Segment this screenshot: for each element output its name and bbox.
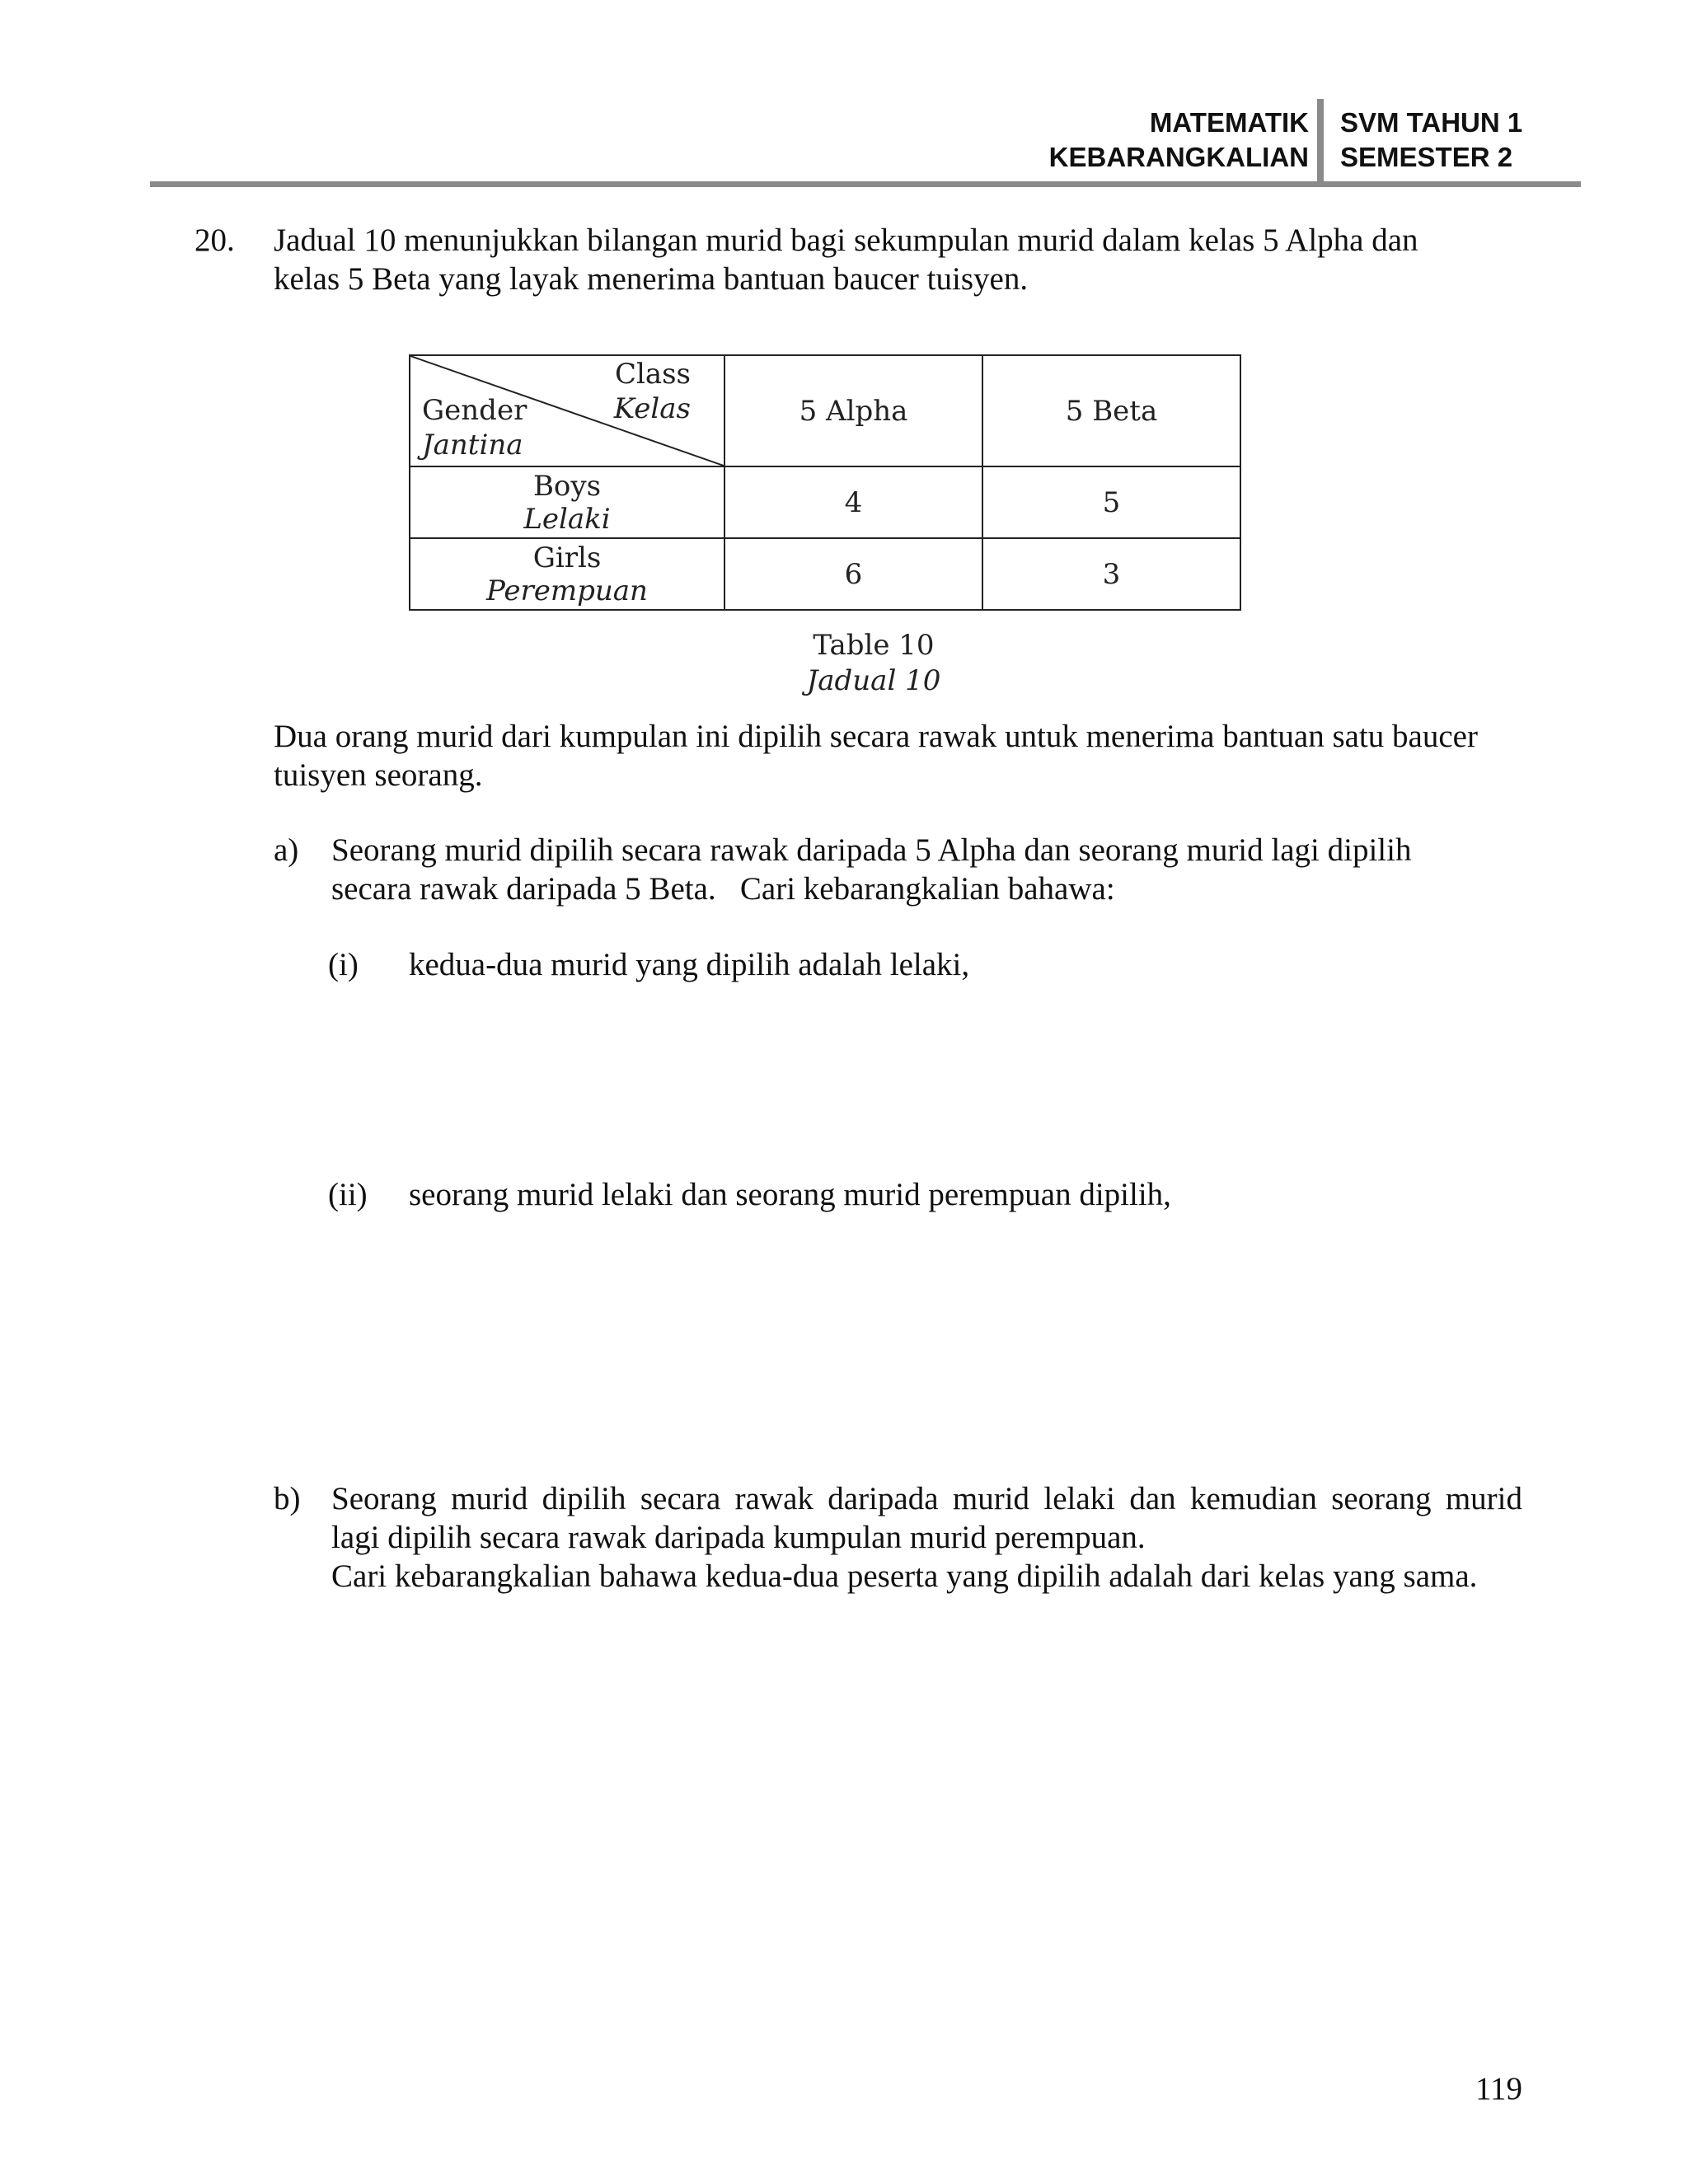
intro-paragraph-line1: Dua orang murid dari kumpulan ini dipilih secara rawak untuk menerima bantuan satu baucer: [274, 719, 1478, 754]
table-header-row: [410, 355, 1240, 466]
header-level-block: [1340, 105, 1522, 175]
page-number: 119: [1475, 2071, 1523, 2107]
cell-girls-5-beta: 3: [982, 538, 1240, 610]
table-caption-ms: Jadual 10: [806, 664, 941, 697]
column-header-5-beta: 5 Beta: [982, 355, 1240, 466]
row-label-girls-en: Girls: [532, 541, 602, 574]
part-a-label: a): [274, 832, 299, 868]
header-divider: [1317, 99, 1324, 181]
part-a-line1: Seorang murid dipilih secara rawak daripada 5 Alpha dan seorang murid lagi dipilih: [331, 832, 1412, 868]
header-rule: [150, 181, 1581, 187]
column-header-5-alpha: 5 Alpha: [724, 355, 982, 466]
part-a-ii-text: seorang murid lelaki dan seorang murid perempuan dipilih,: [409, 1177, 1171, 1212]
part-a-i-text: kedua-dua murid yang dipilih adalah lelaki,: [409, 947, 970, 982]
header-topic: KEBARANGKALIAN: [1048, 142, 1309, 172]
intro-paragraph: [274, 717, 1526, 794]
row-label-girls: [410, 538, 724, 610]
table-row-boys: [410, 466, 1240, 538]
question-intro-line2: kelas 5 Beta yang layak menerima bantuan baucer tuisyen.: [274, 261, 1029, 297]
corner-class-label: Class: [614, 358, 691, 391]
part-b-line1: Seorang murid dipilih secara rawak daripada murid lelaki dan kemudian seorang murid: [331, 1481, 1522, 1516]
header-subject-block: [1049, 105, 1309, 175]
corner-jantina-label: Jantina: [422, 429, 523, 462]
row-label-boys-ms: Lelaki: [523, 502, 611, 536]
question-intro-line1: Jadual 10 menunjukkan bilangan murid bagi sekumpulan murid dalam kelas 5 Alpha dan: [274, 223, 1418, 258]
row-label-girls-ms: Perempuan: [486, 574, 648, 607]
question-intro: [274, 221, 1559, 298]
table-corner-cell: [410, 355, 724, 466]
corner-kelas-label: Kelas: [613, 392, 691, 425]
corner-gender-label: Gender: [422, 394, 528, 427]
intro-paragraph-line2: tuisyen seorang.: [274, 757, 483, 793]
cell-boys-5-alpha: 4: [724, 466, 982, 538]
table-row-girls: [410, 538, 1240, 610]
row-label-boys-en: Boys: [532, 469, 602, 503]
part-a-line2: secara rawak daripada 5 Beta. Cari kebarangkalian bahawa:: [331, 871, 1115, 907]
part-a-ii-label: (ii): [328, 1177, 368, 1212]
header-level: SVM TAHUN 1: [1340, 107, 1523, 138]
table-caption-en: Table 10: [813, 629, 935, 662]
part-b-label: b): [274, 1481, 301, 1516]
header-subject: MATEMATIK: [1149, 107, 1309, 138]
data-table: [409, 354, 1241, 611]
part-b-line2: lagi dipilih secara rawak daripada kumpulan murid perempuan.: [331, 1520, 1146, 1555]
cell-boys-5-beta: 5: [982, 466, 1240, 538]
part-a-text: [331, 831, 1526, 908]
header-semester: SEMESTER 2: [1340, 142, 1513, 172]
part-b-text: [331, 1479, 1522, 1596]
part-a-i-label: (i): [328, 947, 359, 982]
part-b-line3: Cari kebarangkalian bahawa kedua-dua peserta yang dipilih adalah dari kelas yang sama.: [331, 1558, 1478, 1594]
row-label-boys: [410, 466, 724, 538]
question-number: 20.: [195, 223, 235, 258]
cell-girls-5-alpha: 6: [724, 538, 982, 610]
